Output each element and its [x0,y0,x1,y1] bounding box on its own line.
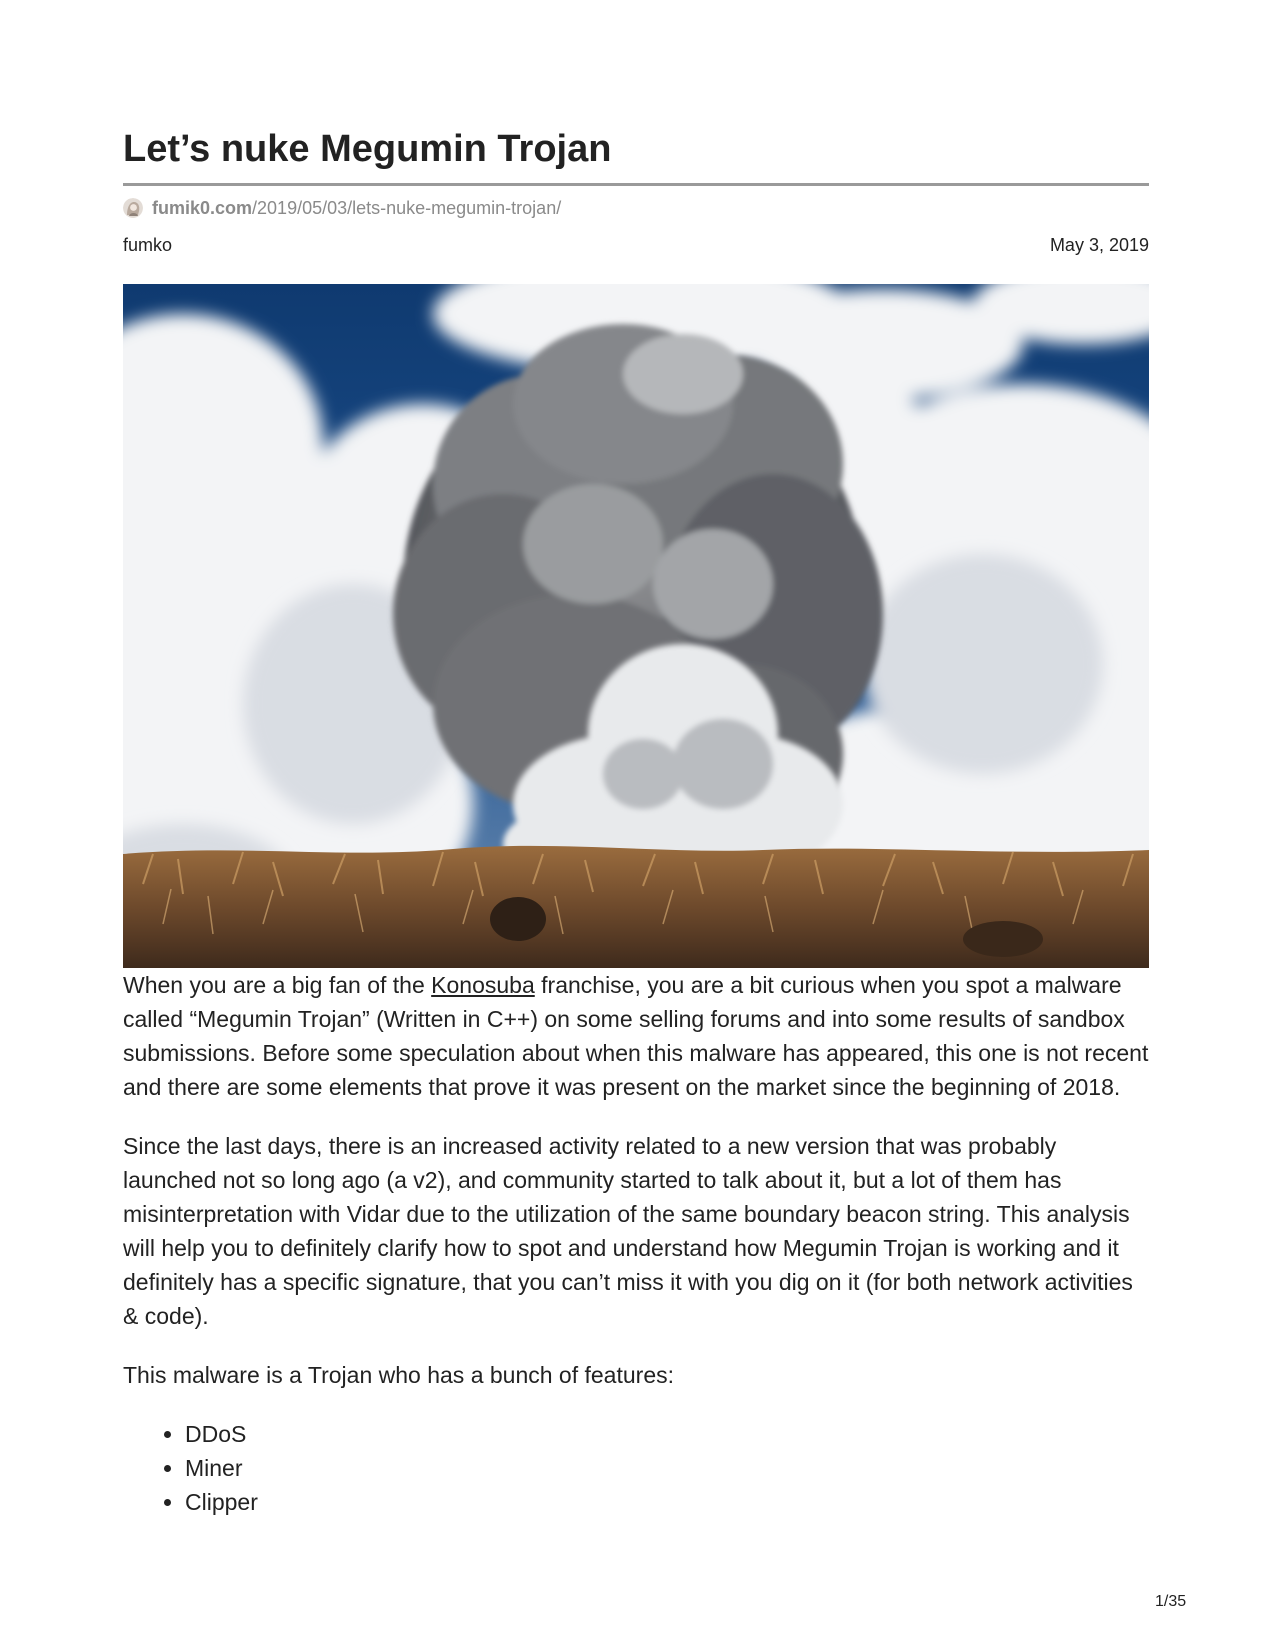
page-number: 1/35 [1155,1593,1187,1610]
title-divider [123,183,1149,186]
feature-item-clipper: • Clipper [185,1485,1149,1519]
article-title: Let’s nuke Megumin Trojan [123,128,612,170]
article-meta [123,235,1149,259]
site-favicon-icon [123,198,143,218]
features-list [123,1417,1149,1519]
source-path: /2019/05/03/lets-nuke-megumin-trojan/ [252,197,562,218]
paragraph-2: Since the last days, there is an increased activity related to a new version that was probably launched not so long ago (a v2), and community started to talk about it, but a lot of them has misinterpretation with Vidar due to the utilization of the same boundary beacon string. This analysis will help you to definitely clarify how to spot and understand how Megumin Trojan is working and it definitely has a specific signature, that you can’t miss it with you dig on it (for both network activities & code). [123,1133,1133,1329]
publish-date: May 3, 2019 [1049,235,1149,255]
hero-image [123,284,1149,968]
author-name: fumko [123,235,173,255]
paragraph-3: This malware is a Trojan who has a bunch of features: [123,1362,675,1388]
konosuba-link[interactable]: Konosuba [431,972,535,998]
article-body [123,968,1149,1519]
feature-item-miner: • Miner [185,1451,1149,1485]
feature-item-ddos: • DDoS [185,1417,1149,1451]
source-domain: fumik0.com [152,197,253,218]
source-link[interactable] [123,196,561,220]
intro-paragraph [123,968,1149,1104]
intro-text-before: When you are a big fan of the [123,972,432,998]
intro-text-after: franchise, you are a bit curious when you spot a malware called “Megumin Trojan” (Written in C++) on some selling forums and into some results of sandbox submissions. Before some speculation about when this malware has appeared, this one is not recent and there are some elements that prove it was present on the market since the beginning of 2018. [123,972,1149,1100]
